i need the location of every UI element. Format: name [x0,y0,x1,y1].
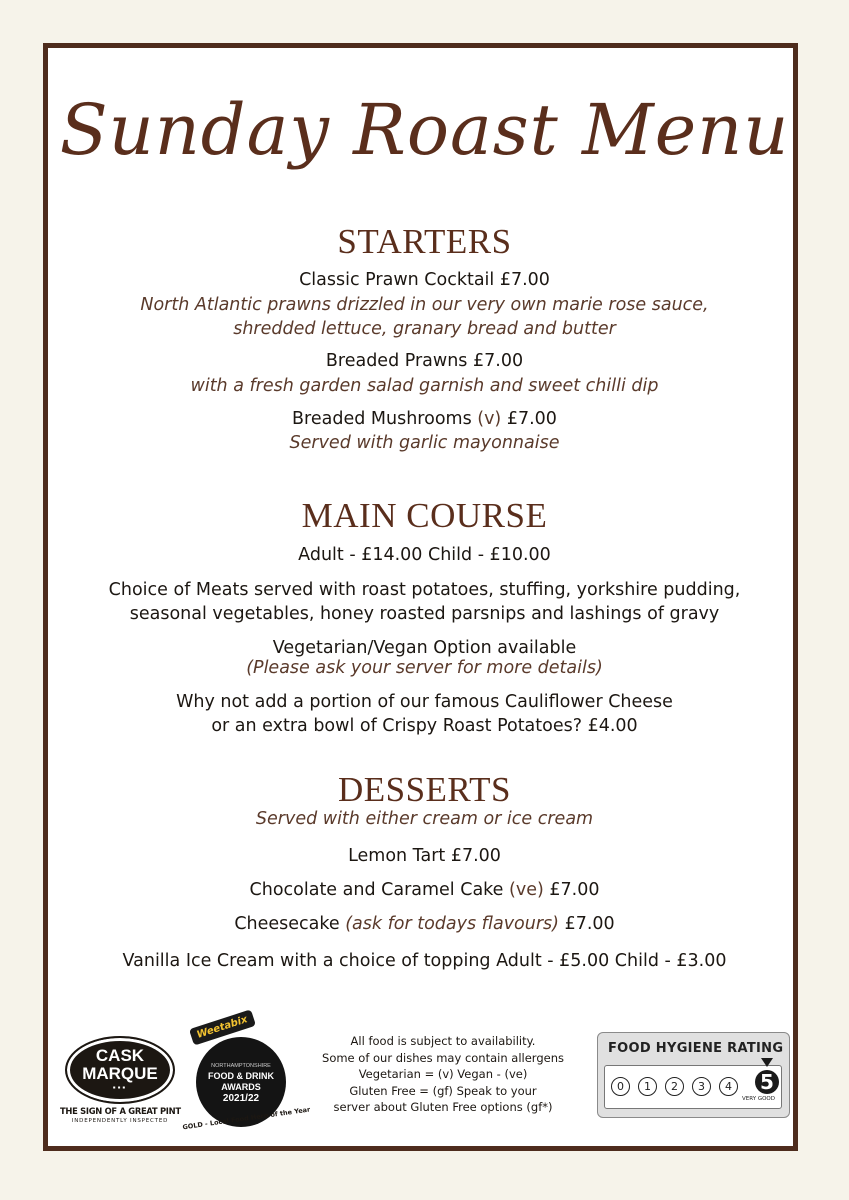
dessert-item: Vanilla Ice Cream with a choice of topping Adult - £5.00 Child - £3.00 [122,951,727,971]
award-region: NORTHAMPTONSHIRE [211,1063,271,1069]
starter-item-desc: Served with garlic mayonnaise [289,433,560,453]
dessert-item: Chocolate and Caramel Cake (ve) £7.00 [249,880,600,900]
hygiene-score: 0 [611,1077,630,1096]
hygiene-title: FOOD HYGIENE RATING [608,1041,784,1056]
starter-item-desc: shredded lettuce, granary bread and butter [233,319,616,339]
notice-line: All food is subject to availability. [350,1034,536,1048]
desserts-subtitle: Served with either cream or ice cream [255,809,594,829]
extras-line: Why not add a portion of our famous Cauliflower Cheese [176,692,673,712]
dessert-item: Lemon Tart £7.00 [348,846,501,866]
extras-line: or an extra bowl of Crispy Roast Potatoes? £4.00 [211,716,638,736]
allergen-notice [302,1033,584,1116]
award-ribbon: GOLD - Local Food Hero of the Year [182,1105,311,1132]
cask-marque-logo [60,1036,180,1128]
food-hygiene-rating [597,1032,790,1118]
hygiene-rating-label: VERY GOOD [742,1096,775,1102]
starter-item-name: Breaded Mushrooms (v) £7.00 [292,409,557,429]
starter-item-desc: with a fresh garden salad garnish and sweet chilli dip [190,376,659,396]
hygiene-score: 1 [638,1077,657,1096]
cask-barrels-icon: ▪▪▪ [112,1083,128,1092]
vegetarian-note: (Please ask your server for more details) [246,658,603,678]
main-course-price: Adult - £14.00 Child - £10.00 [298,545,551,565]
award-line: AWARDS [221,1082,261,1092]
desserts-heading: DESSERTS [337,770,512,809]
notice-line: Gluten Free = (gf) Speak to your [349,1083,537,1098]
cask-marque-word: MARQUE [82,1064,158,1083]
award-line: FOOD & DRINK [208,1071,274,1081]
rating-pointer-icon [761,1058,773,1067]
food-drink-award-logo [182,1014,311,1132]
hygiene-score: 4 [719,1077,738,1096]
hygiene-score-row [604,1065,782,1109]
cask-marque-subtagline: INDEPENDENTLY INSPECTED [71,1118,169,1124]
award-year: 2021/22 [222,1093,260,1104]
notice-line: Vegetarian = (v) Vegan - (ve) [358,1067,528,1081]
cask-marque-tagline: THE SIGN OF A GREAT PINT [60,1106,181,1116]
main-course-desc: Choice of Meats served with roast potatoes, stuffing, yorkshire pudding, [108,580,741,600]
hygiene-score: 2 [665,1077,684,1096]
cask-marque-word: CASK [95,1046,145,1065]
notice-line: server about Gluten Free options (gf*) [333,1100,553,1114]
starter-item-name: Classic Prawn Cocktail £7.00 [299,270,550,290]
main-course-desc: seasonal vegetables, honey roasted parsnips and lashings of gravy [129,604,720,624]
cask-marque-oval [65,1036,175,1104]
weetabix-badge: Weetabix [189,1009,256,1045]
starters-heading: STARTERS [337,222,512,261]
starter-item-name: Breaded Prawns £7.00 [325,351,524,371]
starter-item-desc: North Atlantic prawns drizzled in our very own marie rose sauce, [140,295,709,315]
main-course-heading: MAIN COURSE [301,496,548,535]
menu-title: Sunday Roast Menu [59,89,790,171]
hygiene-rating-value: 5 [755,1070,779,1094]
dessert-item: Cheesecake (ask for todays flavours) £7.00 [234,914,615,934]
hygiene-score: 3 [692,1077,711,1096]
notice-line: Some of our dishes may contain allergens [322,1050,564,1065]
vegetarian-option: Vegetarian/Vegan Option available [272,638,577,658]
